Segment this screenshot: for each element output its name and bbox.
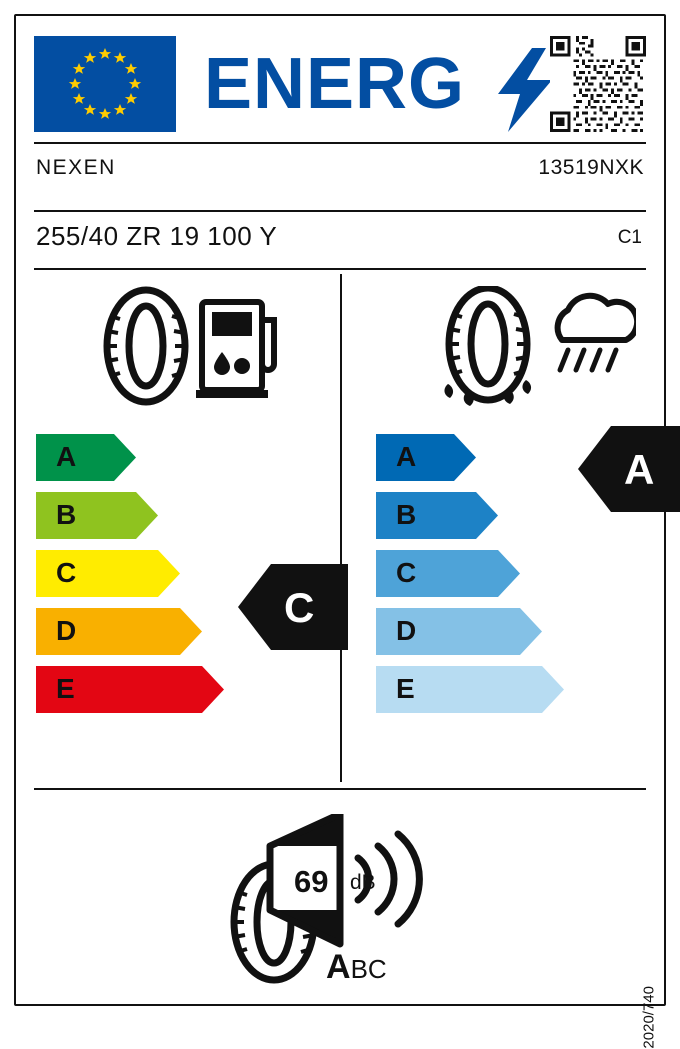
grade-letter: D: [56, 615, 77, 646]
fuel-pump-icon: [196, 302, 274, 398]
grade-letter: A: [56, 441, 77, 472]
brand-name: NEXEN: [36, 156, 116, 179]
grade-letter: C: [396, 557, 417, 588]
noise-unit: dB: [350, 871, 376, 894]
divider-size: [34, 268, 646, 270]
regulation-reference: 2020/740: [641, 986, 658, 1049]
wet-selected-marker: [578, 426, 680, 512]
loudspeaker-icon: [270, 814, 419, 944]
noise-pictogram: [212, 814, 472, 994]
tyre-splash-icon: [444, 288, 531, 406]
page-title: ENERG: [204, 44, 466, 124]
tyre-size: 255/40 ZR 19 100 Y: [36, 221, 278, 251]
lightning-bolt-icon: [494, 48, 556, 132]
noise-class: [326, 950, 387, 991]
fuel-selected-grade: C: [284, 584, 315, 631]
grade-letter: C: [56, 557, 77, 588]
noise-value: 69: [294, 864, 329, 899]
energy-label-card: [14, 14, 666, 1049]
grade-letter: E: [56, 673, 75, 704]
tyre-class: C1: [617, 227, 642, 248]
grade-letter: B: [56, 499, 77, 530]
fuel-selected-marker: [238, 564, 348, 650]
qr-code-icon: [550, 36, 646, 132]
grade-letter: B: [396, 499, 417, 530]
panel-divider: [340, 274, 342, 782]
divider-brand: [34, 210, 646, 212]
label-header: [16, 16, 664, 142]
grade-letter: A: [396, 441, 417, 472]
type-code: 13519NXK: [538, 156, 644, 179]
tyre-icon: [106, 290, 186, 402]
grade-letter: D: [396, 615, 417, 646]
rain-cloud-icon: [558, 296, 636, 370]
divider-noise: [34, 788, 646, 790]
divider-header: [34, 142, 646, 144]
eu-flag-icon: [34, 36, 176, 132]
noise-class-selected: A: [326, 948, 351, 986]
wet-grip-pictogram: [436, 286, 636, 416]
fuel-efficiency-pictogram: [94, 286, 284, 406]
noise-class-rest: BC: [350, 954, 387, 984]
grade-letter: E: [396, 673, 415, 704]
wet-selected-grade: A: [624, 446, 655, 493]
